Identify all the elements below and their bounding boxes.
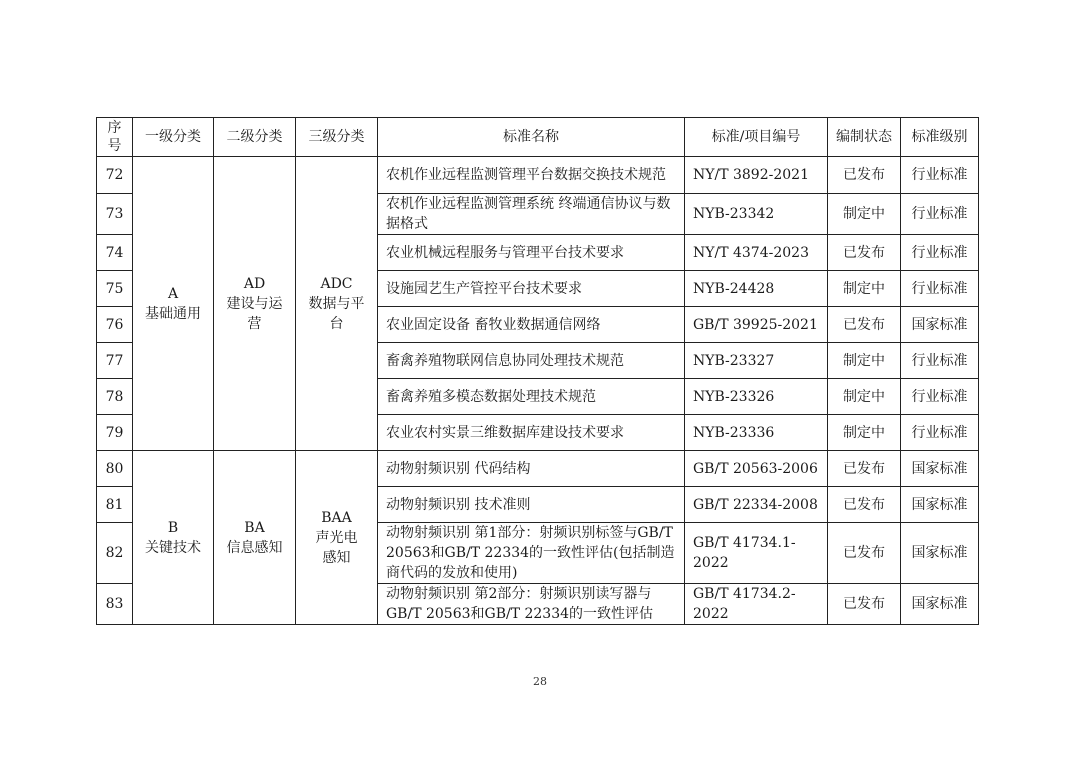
level-cell: 行业标准 bbox=[901, 379, 979, 415]
standard-name: 农业固定设备 畜牧业数据通信网络 bbox=[378, 307, 685, 343]
level-cell: 行业标准 bbox=[901, 157, 979, 194]
status-cell: 已发布 bbox=[828, 307, 901, 343]
standard-name: 畜禽养殖物联网信息协同处理技术规范 bbox=[378, 343, 685, 379]
level-cell: 国家标准 bbox=[901, 523, 979, 584]
row-number: 77 bbox=[97, 343, 133, 379]
table-row bbox=[97, 157, 979, 194]
header-row bbox=[97, 118, 979, 157]
status-cell: 已发布 bbox=[828, 451, 901, 487]
level3-category: BAA 声光电 感知 bbox=[296, 451, 378, 625]
status-cell: 制定中 bbox=[828, 194, 901, 235]
status-cell: 已发布 bbox=[828, 523, 901, 584]
status-cell: 制定中 bbox=[828, 271, 901, 307]
standard-name: 农业农村实景三维数据库建设技术要求 bbox=[378, 415, 685, 451]
status-cell: 已发布 bbox=[828, 235, 901, 271]
standard-code: GB/T 41734.2-2022 bbox=[685, 584, 828, 625]
level3-category: ADC 数据与平 台 bbox=[296, 157, 378, 451]
header-status: 编制状态 bbox=[828, 118, 901, 157]
level-cell: 国家标准 bbox=[901, 307, 979, 343]
standard-name: 农业机械远程服务与管理平台技术要求 bbox=[378, 235, 685, 271]
standard-name: 动物射频识别 第1部分：射频识别标签与GB/T 20563和GB/T 22334的一致性评估(包括制造商代码的发放和使用) bbox=[378, 523, 685, 584]
status-cell: 已发布 bbox=[828, 157, 901, 194]
row-number: 73 bbox=[97, 194, 133, 235]
header-level2: 二级分类 bbox=[214, 118, 296, 157]
level-cell: 行业标准 bbox=[901, 194, 979, 235]
status-cell: 已发布 bbox=[828, 584, 901, 625]
row-number: 75 bbox=[97, 271, 133, 307]
header-name: 标准名称 bbox=[378, 118, 685, 157]
header-level3: 三级分类 bbox=[296, 118, 378, 157]
row-number: 72 bbox=[97, 157, 133, 194]
level1-category: A 基础通用 bbox=[133, 157, 214, 451]
standard-code: NYB-23336 bbox=[685, 415, 828, 451]
standard-code: NYB-24428 bbox=[685, 271, 828, 307]
header-level: 标准级别 bbox=[901, 118, 979, 157]
header-level1: 一级分类 bbox=[133, 118, 214, 157]
standard-name: 设施园艺生产管控平台技术要求 bbox=[378, 271, 685, 307]
level2-category: AD 建设与运 营 bbox=[214, 157, 296, 451]
standard-name: 畜禽养殖多模态数据处理技术规范 bbox=[378, 379, 685, 415]
row-number: 83 bbox=[97, 584, 133, 625]
standard-code: NY/T 3892-2021 bbox=[685, 157, 828, 194]
level-cell: 行业标准 bbox=[901, 343, 979, 379]
header-code: 标准/项目编号 bbox=[685, 118, 828, 157]
status-cell: 已发布 bbox=[828, 487, 901, 523]
level-cell: 国家标准 bbox=[901, 584, 979, 625]
status-cell: 制定中 bbox=[828, 379, 901, 415]
status-cell: 制定中 bbox=[828, 415, 901, 451]
standard-code: GB/T 22334-2008 bbox=[685, 487, 828, 523]
level2-category: BA 信息感知 bbox=[214, 451, 296, 625]
row-number: 79 bbox=[97, 415, 133, 451]
standard-name: 动物射频识别 技术准则 bbox=[378, 487, 685, 523]
row-number: 74 bbox=[97, 235, 133, 271]
standard-code: NY/T 4374-2023 bbox=[685, 235, 828, 271]
standards-table bbox=[96, 117, 979, 625]
page-number: 28 bbox=[533, 675, 547, 688]
level1-category: B 关键技术 bbox=[133, 451, 214, 625]
row-number: 76 bbox=[97, 307, 133, 343]
row-number: 81 bbox=[97, 487, 133, 523]
row-number: 78 bbox=[97, 379, 133, 415]
standard-code: NYB-23326 bbox=[685, 379, 828, 415]
standard-code: GB/T 20563-2006 bbox=[685, 451, 828, 487]
level-cell: 行业标准 bbox=[901, 235, 979, 271]
row-number: 82 bbox=[97, 523, 133, 584]
level-cell: 行业标准 bbox=[901, 415, 979, 451]
standard-code: NYB-23327 bbox=[685, 343, 828, 379]
standard-name: 动物射频识别 第2部分：射频识别读写器与GB/T 20563和GB/T 22334的一致性评估 bbox=[378, 584, 685, 625]
standard-code: NYB-23342 bbox=[685, 194, 828, 235]
status-cell: 制定中 bbox=[828, 343, 901, 379]
header-seq: 序 号 bbox=[97, 118, 133, 157]
standard-code: GB/T 41734.1-2022 bbox=[685, 523, 828, 584]
standard-name: 农机作业远程监测管理平台数据交换技术规范 bbox=[378, 157, 685, 194]
level-cell: 国家标准 bbox=[901, 487, 979, 523]
standard-name: 农机作业远程监测管理系统 终端通信协议与数据格式 bbox=[378, 194, 685, 235]
standard-code: GB/T 39925-2021 bbox=[685, 307, 828, 343]
level-cell: 国家标准 bbox=[901, 451, 979, 487]
standard-name: 动物射频识别 代码结构 bbox=[378, 451, 685, 487]
row-number: 80 bbox=[97, 451, 133, 487]
table-row bbox=[97, 451, 979, 487]
level-cell: 行业标准 bbox=[901, 271, 979, 307]
